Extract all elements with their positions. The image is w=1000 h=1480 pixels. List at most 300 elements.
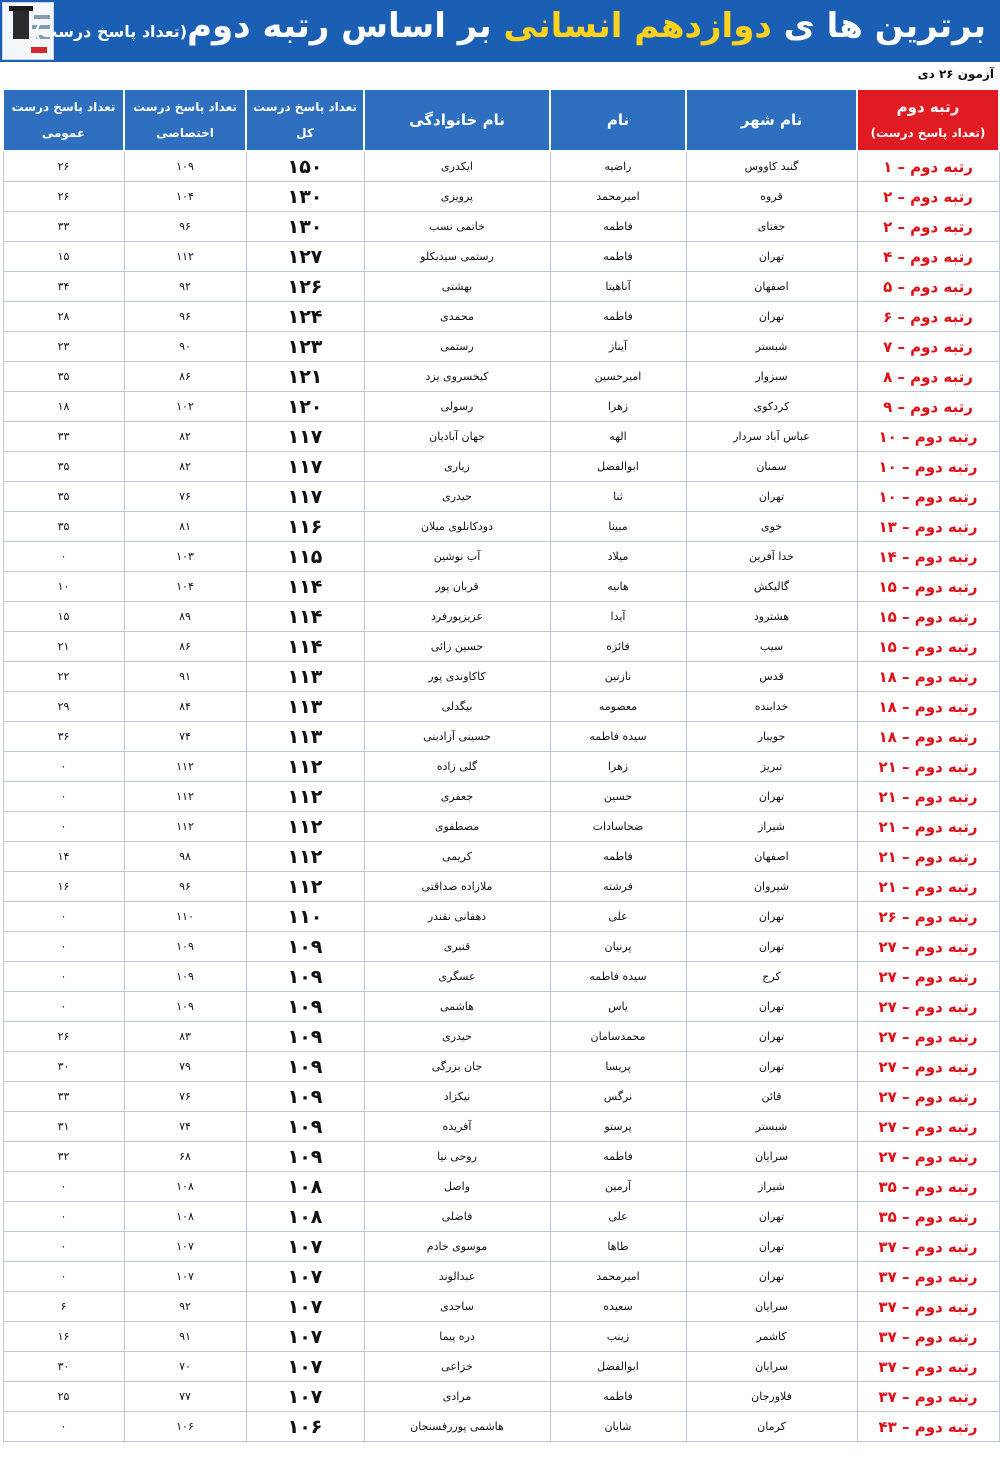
cell-first-name: فائزه bbox=[550, 632, 686, 662]
cell-total: ۱۱۳ bbox=[246, 662, 364, 692]
cell-total: ۱۰۹ bbox=[246, 992, 364, 1022]
cell-rank: رتبه دوم – ۵ bbox=[857, 272, 999, 302]
cell-first-name: زهرا bbox=[550, 752, 686, 782]
table-row bbox=[3, 1022, 999, 1052]
table-row bbox=[3, 902, 999, 932]
table-row bbox=[3, 1412, 999, 1442]
cell-general: ۳۵ bbox=[3, 362, 124, 392]
cell-first-name: فاطمه bbox=[550, 842, 686, 872]
cell-rank: رتبه دوم – ۱۰ bbox=[857, 422, 999, 452]
table-row bbox=[3, 542, 999, 572]
cell-total: ۱۲۰ bbox=[246, 392, 364, 422]
col-header-specialized-sub: اختصاصی bbox=[156, 126, 214, 140]
cell-rank: رتبه دوم – ۲۷ bbox=[857, 1112, 999, 1142]
cell-specialized: ۸۱ bbox=[124, 512, 246, 542]
cell-specialized: ۱۰۷ bbox=[124, 1232, 246, 1262]
cell-first-name: حسین bbox=[550, 782, 686, 812]
cell-specialized: ۹۶ bbox=[124, 302, 246, 332]
cell-total: ۱۱۷ bbox=[246, 482, 364, 512]
cell-specialized: ۱۱۲ bbox=[124, 782, 246, 812]
cell-rank: رتبه دوم – ۳۷ bbox=[857, 1322, 999, 1352]
table-row bbox=[3, 812, 999, 842]
cell-rank: رتبه دوم – ۳۵ bbox=[857, 1172, 999, 1202]
cell-total: ۱۱۳ bbox=[246, 722, 364, 752]
cell-rank: رتبه دوم – ۱۸ bbox=[857, 722, 999, 752]
cell-last-name: کریمی bbox=[364, 842, 550, 872]
cell-rank: رتبه دوم – ۳۷ bbox=[857, 1292, 999, 1322]
cell-rank: رتبه دوم – ۲ bbox=[857, 182, 999, 212]
cell-general: ۰ bbox=[3, 1262, 124, 1292]
cell-specialized: ۹۲ bbox=[124, 272, 246, 302]
cell-last-name: ساجدی bbox=[364, 1292, 550, 1322]
cell-total: ۱۰۹ bbox=[246, 1112, 364, 1142]
cell-general: ۳۶ bbox=[3, 722, 124, 752]
cell-first-name: شایان bbox=[550, 1412, 686, 1442]
cell-rank: رتبه دوم – ۲۶ bbox=[857, 902, 999, 932]
title-sub: (تعداد پاسخ درست) bbox=[33, 22, 188, 41]
cell-city: شبستر bbox=[686, 332, 857, 362]
cell-first-name: سیده فاطمه bbox=[550, 722, 686, 752]
cell-first-name: سیده فاطمه bbox=[550, 962, 686, 992]
cell-city: تهران bbox=[686, 1262, 857, 1292]
cell-specialized: ۸۲ bbox=[124, 452, 246, 482]
cell-first-name: فاطمه bbox=[550, 212, 686, 242]
cell-city: شیراز bbox=[686, 1172, 857, 1202]
cell-total: ۱۱۷ bbox=[246, 452, 364, 482]
table-row bbox=[3, 1232, 999, 1262]
cell-last-name: آفریده bbox=[364, 1112, 550, 1142]
cell-last-name: روحی نیا bbox=[364, 1142, 550, 1172]
table-row bbox=[3, 572, 999, 602]
cell-specialized: ۹۸ bbox=[124, 842, 246, 872]
cell-first-name: آیناز bbox=[550, 332, 686, 362]
cell-rank: رتبه دوم – ۲۷ bbox=[857, 1142, 999, 1172]
cell-specialized: ۷۶ bbox=[124, 1082, 246, 1112]
cell-rank: رتبه دوم – ۲۱ bbox=[857, 872, 999, 902]
cell-last-name: مرادی bbox=[364, 1382, 550, 1412]
cell-city: قدس bbox=[686, 662, 857, 692]
cell-total: ۱۵۰ bbox=[246, 151, 364, 182]
cell-first-name: فاطمه bbox=[550, 1382, 686, 1412]
cell-first-name: الهه bbox=[550, 422, 686, 452]
table-row bbox=[3, 392, 999, 422]
cell-city: کرمان bbox=[686, 1412, 857, 1442]
table-row bbox=[3, 512, 999, 542]
cell-total: ۱۰۷ bbox=[246, 1292, 364, 1322]
cell-first-name: امیرمحمد bbox=[550, 182, 686, 212]
title-banner bbox=[0, 0, 1000, 62]
cell-total: ۱۱۴ bbox=[246, 632, 364, 662]
cell-general: ۲۹ bbox=[3, 692, 124, 722]
cell-last-name: عبدالوند bbox=[364, 1262, 550, 1292]
cell-first-name: آرمین bbox=[550, 1172, 686, 1202]
cell-specialized: ۷۰ bbox=[124, 1352, 246, 1382]
cell-rank: رتبه دوم – ۱۵ bbox=[857, 632, 999, 662]
cell-city: تهران bbox=[686, 1202, 857, 1232]
cell-city: سمنان bbox=[686, 452, 857, 482]
cell-general: ۳۳ bbox=[3, 1082, 124, 1112]
title-part2: بر اساس رتبه دوم bbox=[187, 6, 492, 46]
cell-city: تهران bbox=[686, 482, 857, 512]
cell-last-name: ملازاده صداقتی bbox=[364, 872, 550, 902]
header-row bbox=[3, 89, 999, 151]
cell-last-name: محمدی bbox=[364, 302, 550, 332]
cell-general: ۳۵ bbox=[3, 452, 124, 482]
cell-general: ۰ bbox=[3, 902, 124, 932]
cell-first-name: فاطمه bbox=[550, 302, 686, 332]
cell-general: ۰ bbox=[3, 782, 124, 812]
cell-general: ۱۵ bbox=[3, 242, 124, 272]
cell-city: تهران bbox=[686, 1022, 857, 1052]
table-row bbox=[3, 962, 999, 992]
cell-specialized: ۱۰۴ bbox=[124, 572, 246, 602]
cell-rank: رتبه دوم – ۳۷ bbox=[857, 1382, 999, 1412]
cell-last-name: رستمی bbox=[364, 332, 550, 362]
cell-rank: رتبه دوم – ۳۷ bbox=[857, 1352, 999, 1382]
cell-city: خدابنده bbox=[686, 692, 857, 722]
table-row bbox=[3, 722, 999, 752]
cell-last-name: حیدری bbox=[364, 1022, 550, 1052]
cell-specialized: ۱۰۹ bbox=[124, 992, 246, 1022]
cell-first-name: ثنا bbox=[550, 482, 686, 512]
cell-last-name: جعفری bbox=[364, 782, 550, 812]
cell-general: ۱۶ bbox=[3, 1322, 124, 1352]
table-row bbox=[3, 752, 999, 782]
cell-general: ۲۵ bbox=[3, 1382, 124, 1412]
table-row bbox=[3, 1082, 999, 1112]
cell-general: ۳۴ bbox=[3, 272, 124, 302]
table-row bbox=[3, 182, 999, 212]
cell-last-name: قنبری bbox=[364, 932, 550, 962]
cell-general: ۲۲ bbox=[3, 662, 124, 692]
cell-specialized: ۷۷ bbox=[124, 1382, 246, 1412]
cell-total: ۱۰۹ bbox=[246, 1022, 364, 1052]
cell-total: ۱۱۴ bbox=[246, 572, 364, 602]
cell-last-name: حسینی آزادبنی bbox=[364, 722, 550, 752]
cell-last-name: رستمی سیدبکلو bbox=[364, 242, 550, 272]
cell-rank: رتبه دوم – ۱۸ bbox=[857, 692, 999, 722]
cell-first-name: محمدسامان bbox=[550, 1022, 686, 1052]
cell-rank: رتبه دوم – ۹ bbox=[857, 392, 999, 422]
table-row bbox=[3, 842, 999, 872]
table-row bbox=[3, 1172, 999, 1202]
cell-rank: رتبه دوم – ۱۵ bbox=[857, 572, 999, 602]
cell-rank: رتبه دوم – ۲۷ bbox=[857, 992, 999, 1022]
table-body bbox=[3, 151, 999, 1442]
cell-rank: رتبه دوم – ۳۷ bbox=[857, 1232, 999, 1262]
cell-first-name: آیدا bbox=[550, 602, 686, 632]
cell-first-name: علی bbox=[550, 902, 686, 932]
table-row bbox=[3, 1292, 999, 1322]
cell-city: فلاورجان bbox=[686, 1382, 857, 1412]
cell-first-name: پرنیان bbox=[550, 932, 686, 962]
cell-last-name: خزاعی bbox=[364, 1352, 550, 1382]
col-header-last-name: نام خانوادگی bbox=[364, 89, 550, 151]
cell-first-name: فاطمه bbox=[550, 1142, 686, 1172]
table-row bbox=[3, 692, 999, 722]
cell-city: تهران bbox=[686, 302, 857, 332]
cell-general: ۰ bbox=[3, 932, 124, 962]
cell-specialized: ۱۰۸ bbox=[124, 1172, 246, 1202]
cell-specialized: ۱۰۹ bbox=[124, 151, 246, 182]
cell-last-name: عسگری bbox=[364, 962, 550, 992]
cell-first-name: فرشته bbox=[550, 872, 686, 902]
col-header-general bbox=[3, 89, 124, 151]
cell-specialized: ۱۱۲ bbox=[124, 752, 246, 782]
cell-general: ۳۲ bbox=[3, 1142, 124, 1172]
cell-specialized: ۱۱۲ bbox=[124, 242, 246, 272]
cell-first-name: یاس bbox=[550, 992, 686, 1022]
cell-city: سبزوار bbox=[686, 362, 857, 392]
cell-city: خوی bbox=[686, 512, 857, 542]
cell-general: ۲۶ bbox=[3, 1022, 124, 1052]
cell-general: ۰ bbox=[3, 812, 124, 842]
cell-total: ۱۰۹ bbox=[246, 1142, 364, 1172]
table-row bbox=[3, 272, 999, 302]
cell-total: ۱۱۶ bbox=[246, 512, 364, 542]
cell-general: ۲۸ bbox=[3, 302, 124, 332]
cell-general: ۲۱ bbox=[3, 632, 124, 662]
cell-first-name: طاها bbox=[550, 1232, 686, 1262]
cell-city: خدا آفرین bbox=[686, 542, 857, 572]
table-row bbox=[3, 782, 999, 812]
cell-general: ۳۱ bbox=[3, 1112, 124, 1142]
cell-total: ۱۱۰ bbox=[246, 902, 364, 932]
cell-last-name: مصطفوی bbox=[364, 812, 550, 842]
cell-first-name: ابوالفضل bbox=[550, 452, 686, 482]
cell-specialized: ۹۶ bbox=[124, 212, 246, 242]
cell-total: ۱۰۷ bbox=[246, 1352, 364, 1382]
cell-city: تهران bbox=[686, 932, 857, 962]
cell-total: ۱۳۰ bbox=[246, 182, 364, 212]
col-header-city: نام شهر bbox=[686, 89, 857, 151]
cell-first-name: آناهیتا bbox=[550, 272, 686, 302]
cell-rank: رتبه دوم – ۱۵ bbox=[857, 602, 999, 632]
cell-city: تهران bbox=[686, 1232, 857, 1262]
cell-general: ۱۰ bbox=[3, 572, 124, 602]
cell-total: ۱۲۴ bbox=[246, 302, 364, 332]
cell-general: ۱۵ bbox=[3, 602, 124, 632]
cell-first-name: مبینا bbox=[550, 512, 686, 542]
cell-specialized: ۱۰۹ bbox=[124, 932, 246, 962]
cell-total: ۱۱۲ bbox=[246, 782, 364, 812]
cell-city: گالیکش bbox=[686, 572, 857, 602]
cell-city: تبریز bbox=[686, 752, 857, 782]
cell-city: سرایان bbox=[686, 1352, 857, 1382]
cell-total: ۱۱۲ bbox=[246, 752, 364, 782]
cell-specialized: ۹۱ bbox=[124, 662, 246, 692]
table-row bbox=[3, 482, 999, 512]
cell-rank: رتبه دوم – ۲۷ bbox=[857, 1052, 999, 1082]
cell-first-name: زهرا bbox=[550, 392, 686, 422]
cell-specialized: ۷۴ bbox=[124, 1112, 246, 1142]
table-row bbox=[3, 362, 999, 392]
cell-rank: رتبه دوم – ۲۱ bbox=[857, 782, 999, 812]
cell-general: ۱۸ bbox=[3, 392, 124, 422]
cell-specialized: ۸۶ bbox=[124, 362, 246, 392]
cell-specialized: ۸۳ bbox=[124, 1022, 246, 1052]
title-highlight: دوازدهم انسانی bbox=[503, 6, 772, 46]
cell-city: شیروان bbox=[686, 872, 857, 902]
cell-specialized: ۸۶ bbox=[124, 632, 246, 662]
cell-city: تهران bbox=[686, 992, 857, 1022]
table-row bbox=[3, 992, 999, 1022]
cell-total: ۱۲۶ bbox=[246, 272, 364, 302]
cell-first-name: ضحاسادات bbox=[550, 812, 686, 842]
cell-city: عباس آباد سردار bbox=[686, 422, 857, 452]
cell-total: ۱۰۶ bbox=[246, 1412, 364, 1442]
cell-rank: رتبه دوم – ۷ bbox=[857, 332, 999, 362]
cell-specialized: ۷۴ bbox=[124, 722, 246, 752]
cell-city: جغتای bbox=[686, 212, 857, 242]
cell-city: قروه bbox=[686, 182, 857, 212]
col-header-rank-label: رتبه دوم bbox=[896, 98, 960, 116]
cell-rank: رتبه دوم – ۶ bbox=[857, 302, 999, 332]
cell-rank: رتبه دوم – ۲۷ bbox=[857, 1082, 999, 1112]
cell-last-name: جان بزرگی bbox=[364, 1052, 550, 1082]
cell-specialized: ۱۰۳ bbox=[124, 542, 246, 572]
cell-last-name: بیگدلی bbox=[364, 692, 550, 722]
cell-specialized: ۱۰۹ bbox=[124, 962, 246, 992]
cell-last-name: فاضلی bbox=[364, 1202, 550, 1232]
cell-general: ۶ bbox=[3, 1292, 124, 1322]
cell-specialized: ۹۱ bbox=[124, 1322, 246, 1352]
cell-first-name: میلاد bbox=[550, 542, 686, 572]
cell-first-name: فاطمه bbox=[550, 242, 686, 272]
cell-city: سرایان bbox=[686, 1292, 857, 1322]
cell-general: ۳۳ bbox=[3, 212, 124, 242]
cell-city: اصفهان bbox=[686, 272, 857, 302]
cell-last-name: خاتمی نسب bbox=[364, 212, 550, 242]
cell-city: قائن bbox=[686, 1082, 857, 1112]
cell-last-name: پرویزی bbox=[364, 182, 550, 212]
cell-total: ۱۰۹ bbox=[246, 962, 364, 992]
cell-rank: رتبه دوم – ۲۱ bbox=[857, 812, 999, 842]
col-header-total: تعداد پاسخ درست کل bbox=[246, 89, 364, 151]
cell-general: ۳۳ bbox=[3, 422, 124, 452]
cell-rank: رتبه دوم – ۸ bbox=[857, 362, 999, 392]
cell-total: ۱۱۵ bbox=[246, 542, 364, 572]
cell-rank: رتبه دوم – ۲ bbox=[857, 212, 999, 242]
cell-city: سیب bbox=[686, 632, 857, 662]
cell-general: ۰ bbox=[3, 1172, 124, 1202]
table-row bbox=[3, 1382, 999, 1412]
cell-city: تهران bbox=[686, 1052, 857, 1082]
col-header-rank-sub: (تعداد پاسخ درست) bbox=[870, 126, 986, 140]
cell-last-name: ایکدری bbox=[364, 151, 550, 182]
cell-total: ۱۱۳ bbox=[246, 692, 364, 722]
cell-general: ۰ bbox=[3, 962, 124, 992]
table-row bbox=[3, 242, 999, 272]
cell-first-name: سعیده bbox=[550, 1292, 686, 1322]
cell-last-name: قربان پور bbox=[364, 572, 550, 602]
cell-last-name: واصل bbox=[364, 1172, 550, 1202]
cell-general: ۱۴ bbox=[3, 842, 124, 872]
cell-total: ۱۰۷ bbox=[246, 1232, 364, 1262]
cell-rank: رتبه دوم – ۱۳ bbox=[857, 512, 999, 542]
cell-city: هشترود bbox=[686, 602, 857, 632]
table-row bbox=[3, 1052, 999, 1082]
cell-total: ۱۱۲ bbox=[246, 812, 364, 842]
cell-total: ۱۰۹ bbox=[246, 1082, 364, 1112]
col-header-general-sub: عمومی bbox=[41, 126, 86, 140]
cell-general: ۳۵ bbox=[3, 512, 124, 542]
cell-city: جویبار bbox=[686, 722, 857, 752]
cell-specialized: ۱۰۲ bbox=[124, 392, 246, 422]
cell-last-name: رسولی bbox=[364, 392, 550, 422]
table-row bbox=[3, 1352, 999, 1382]
cell-total: ۱۱۲ bbox=[246, 842, 364, 872]
cell-first-name: راضیه bbox=[550, 151, 686, 182]
cell-first-name: نرگس bbox=[550, 1082, 686, 1112]
cell-rank: رتبه دوم – ۲۱ bbox=[857, 752, 999, 782]
cell-total: ۱۰۹ bbox=[246, 932, 364, 962]
table-row bbox=[3, 1262, 999, 1292]
cell-specialized: ۹۶ bbox=[124, 872, 246, 902]
cell-first-name: امیرمحمد bbox=[550, 1262, 686, 1292]
cell-last-name: هاشمی bbox=[364, 992, 550, 1022]
table-row bbox=[3, 662, 999, 692]
cell-total: ۱۱۷ bbox=[246, 422, 364, 452]
cell-rank: رتبه دوم – ۲۱ bbox=[857, 842, 999, 872]
cell-general: ۳۵ bbox=[3, 482, 124, 512]
table-row bbox=[3, 422, 999, 452]
cell-last-name: عزیزپورفرد bbox=[364, 602, 550, 632]
cell-general: ۰ bbox=[3, 542, 124, 572]
cell-total: ۱۰۹ bbox=[246, 1052, 364, 1082]
cell-total: ۱۱۴ bbox=[246, 602, 364, 632]
cell-city: کاشمر bbox=[686, 1322, 857, 1352]
cell-last-name: جهان آبادیان bbox=[364, 422, 550, 452]
cell-specialized: ۱۱۲ bbox=[124, 812, 246, 842]
title-part1: برترین ها ی bbox=[783, 6, 986, 46]
table-row bbox=[3, 872, 999, 902]
cell-general: ۰ bbox=[3, 1412, 124, 1442]
exam-label: آزمون ۲۶ دی bbox=[917, 67, 994, 81]
cell-specialized: ۹۲ bbox=[124, 1292, 246, 1322]
table-row bbox=[3, 1322, 999, 1352]
cell-rank: رتبه دوم – ۴۳ bbox=[857, 1412, 999, 1442]
cell-first-name: امیرحسین bbox=[550, 362, 686, 392]
cell-specialized: ۸۹ bbox=[124, 602, 246, 632]
cell-total: ۱۱۲ bbox=[246, 872, 364, 902]
cell-first-name: ابوالفضل bbox=[550, 1352, 686, 1382]
cell-first-name: زینب bbox=[550, 1322, 686, 1352]
cell-total: ۱۲۱ bbox=[246, 362, 364, 392]
cell-total: ۱۰۷ bbox=[246, 1382, 364, 1412]
cell-general: ۳۰ bbox=[3, 1052, 124, 1082]
cell-general: ۰ bbox=[3, 992, 124, 1022]
cell-rank: رتبه دوم – ۱۸ bbox=[857, 662, 999, 692]
table-row bbox=[3, 302, 999, 332]
cell-first-name: پریسا bbox=[550, 1052, 686, 1082]
cell-last-name: کاکاوندی پور bbox=[364, 662, 550, 692]
col-header-specialized-label: تعداد پاسخ درست bbox=[133, 100, 237, 114]
cell-rank: رتبه دوم – ۱۰ bbox=[857, 452, 999, 482]
cell-city: تهران bbox=[686, 782, 857, 812]
col-header-first-name: نام bbox=[550, 89, 686, 151]
cell-city: کردکوی bbox=[686, 392, 857, 422]
cell-rank: رتبه دوم – ۲۷ bbox=[857, 1022, 999, 1052]
table-row bbox=[3, 332, 999, 362]
cell-rank: رتبه دوم – ۲۷ bbox=[857, 932, 999, 962]
cell-city: شبستر bbox=[686, 1112, 857, 1142]
cell-general: ۲۶ bbox=[3, 182, 124, 212]
cell-first-name: هانیه bbox=[550, 572, 686, 602]
cell-general: ۰ bbox=[3, 1232, 124, 1262]
cell-last-name: دهقانی نقندر bbox=[364, 902, 550, 932]
table-row bbox=[3, 452, 999, 482]
